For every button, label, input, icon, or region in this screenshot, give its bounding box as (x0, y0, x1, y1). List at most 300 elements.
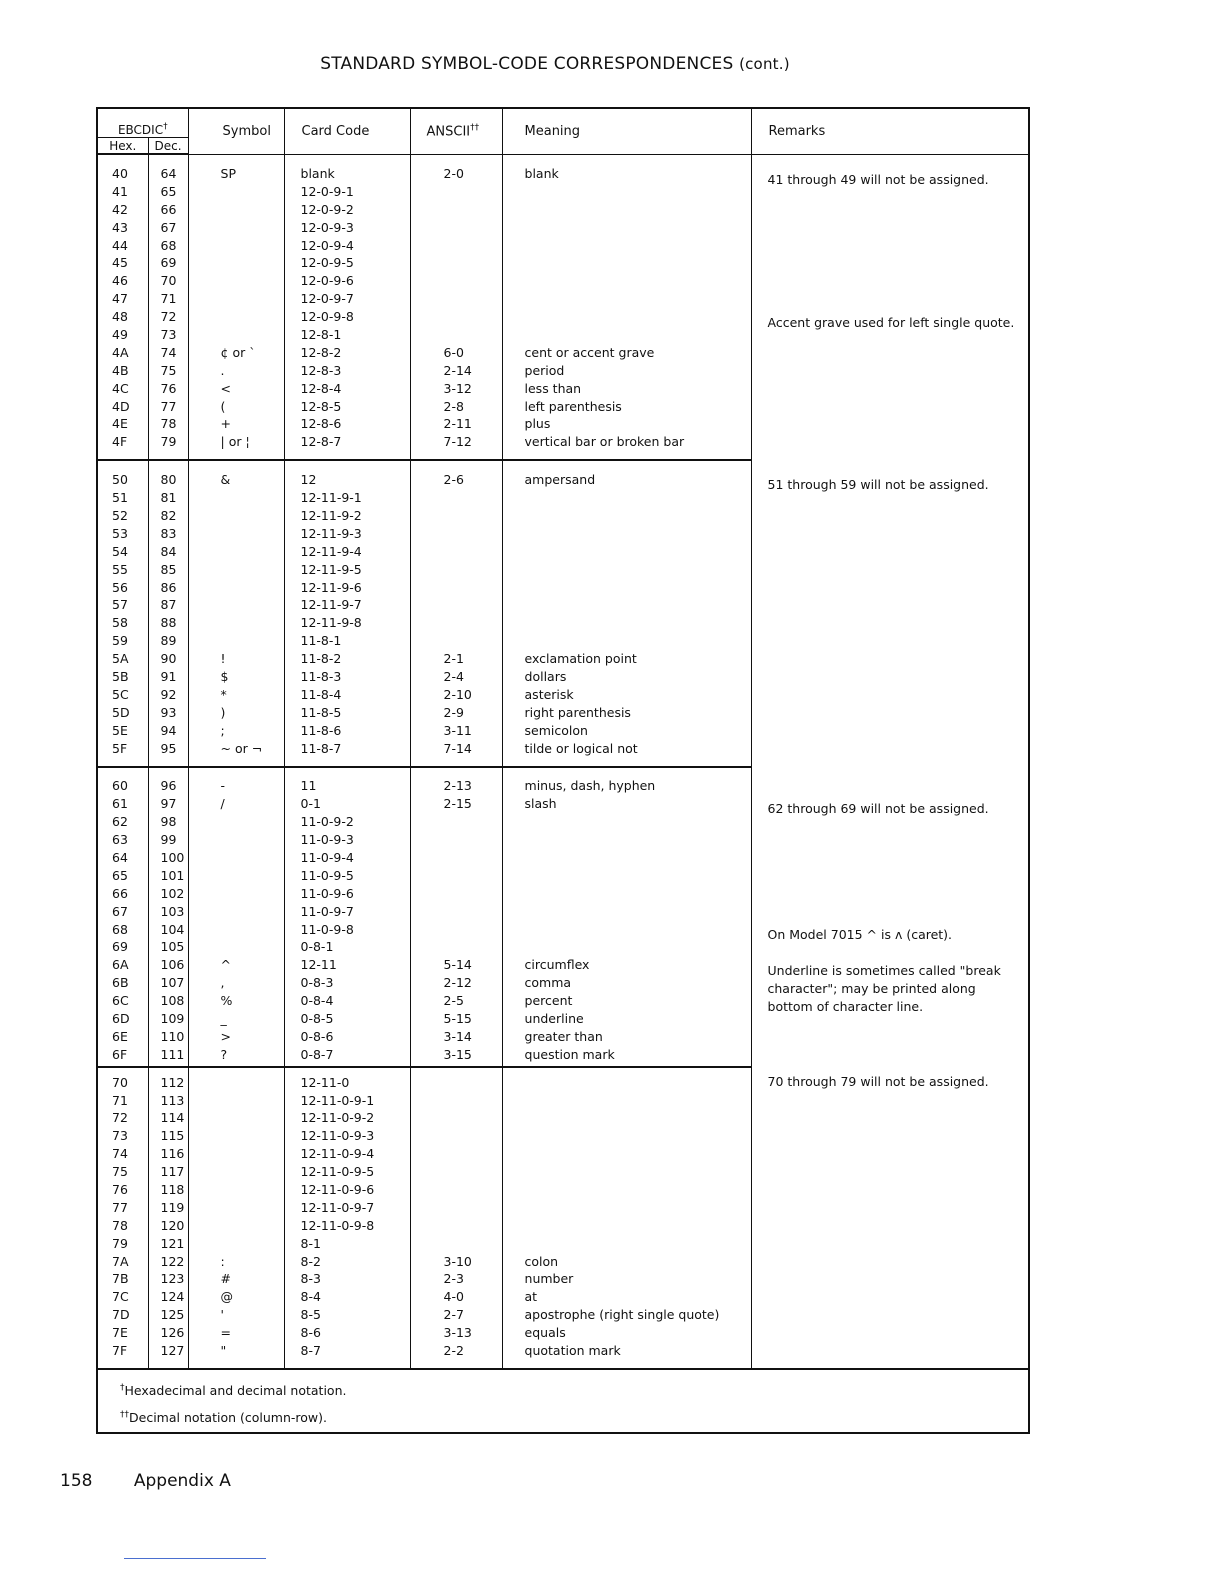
meaning-cell: percent (502, 992, 751, 1010)
symbol-cell (188, 903, 284, 921)
remark-text: Underline is sometimes called "break character"; may be printed along bottom of character line. (767, 962, 1001, 1014)
card-code-cell: 12-8-2 (284, 344, 410, 362)
card-code-cell: 11 (284, 767, 410, 796)
page-number: 158 (60, 1471, 93, 1491)
symbol-cell (188, 272, 284, 290)
ansci-cell (410, 1163, 502, 1181)
dec-cell: 96 (148, 767, 188, 796)
card-code-cell: 12-8-4 (284, 380, 410, 398)
hex-cell: 46 (97, 272, 148, 290)
meaning-cell: exclamation point (502, 650, 751, 668)
symbol-cell (188, 596, 284, 614)
hex-cell: 43 (97, 219, 148, 237)
hex-cell: 7B (97, 1271, 148, 1289)
meaning-cell: vertical bar or broken bar (502, 433, 751, 460)
hex-cell: 60 (97, 767, 148, 796)
header-ebcdic: EBCDIC† (97, 108, 188, 138)
page-footer (60, 1471, 231, 1491)
card-code-cell: 12-8-3 (284, 362, 410, 380)
symbol-cell (188, 939, 284, 957)
ansci-cell: 7-14 (410, 740, 502, 767)
hex-cell: 7A (97, 1253, 148, 1271)
hex-cell: 7C (97, 1288, 148, 1306)
symbol-cell (188, 1163, 284, 1181)
dec-cell: 102 (148, 885, 188, 903)
hex-cell: 75 (97, 1163, 148, 1181)
symbol-cell: - (188, 767, 284, 796)
symbol-cell (188, 831, 284, 849)
card-code-cell: 0-8-4 (284, 992, 410, 1010)
meaning-cell: number (502, 1271, 751, 1289)
dec-cell: 112 (148, 1067, 188, 1092)
meaning-cell: plus (502, 415, 751, 433)
symbol-cell (188, 525, 284, 543)
dec-cell: 74 (148, 344, 188, 362)
card-code-cell: 12-11-0-9-1 (284, 1092, 410, 1110)
meaning-cell: minus, dash, hyphen (502, 767, 751, 796)
hex-cell: 62 (97, 813, 148, 831)
symbol-cell (188, 290, 284, 308)
symbol-cell (188, 507, 284, 525)
footnote-2: ††Decimal notation (column-row). (120, 1410, 327, 1426)
ansci-cell (410, 525, 502, 543)
symbol-cell: = (188, 1324, 284, 1342)
dec-cell: 72 (148, 308, 188, 326)
meaning-cell (502, 579, 751, 597)
hex-cell: 55 (97, 561, 148, 579)
ansci-cell: 2-1 (410, 650, 502, 668)
meaning-cell (502, 1199, 751, 1217)
hex-cell: 56 (97, 579, 148, 597)
card-code-cell: 12-8-5 (284, 398, 410, 416)
meaning-cell (502, 921, 751, 939)
symbol-cell: " (188, 1342, 284, 1369)
remarks-cell (751, 154, 1029, 460)
remark-text: 51 through 59 will not be assigned. (767, 477, 989, 493)
symbol-cell: ; (188, 722, 284, 740)
meaning-cell: ampersand (502, 460, 751, 489)
table-row (97, 460, 1029, 489)
symbol-cell (188, 1181, 284, 1199)
meaning-cell: dollars (502, 668, 751, 686)
dec-cell: 121 (148, 1235, 188, 1253)
hex-cell: 50 (97, 460, 148, 489)
card-code-cell: 12 (284, 460, 410, 489)
hex-cell: 6B (97, 974, 148, 992)
ansci-cell (410, 632, 502, 650)
ansci-cell (410, 885, 502, 903)
meaning-cell (502, 867, 751, 885)
meaning-cell (502, 219, 751, 237)
meaning-cell: left parenthesis (502, 398, 751, 416)
hex-cell: 5A (97, 650, 148, 668)
symbol-cell (188, 1067, 284, 1092)
symbol-cell: @ (188, 1288, 284, 1306)
card-code-cell: 12-0-9-2 (284, 201, 410, 219)
dec-cell: 80 (148, 460, 188, 489)
hex-cell: 4E (97, 415, 148, 433)
dec-cell: 109 (148, 1010, 188, 1028)
card-code-cell: 12-11-9-6 (284, 579, 410, 597)
meaning-cell: comma (502, 974, 751, 992)
card-code-cell: 8-5 (284, 1306, 410, 1324)
symbol-cell: . (188, 362, 284, 380)
card-code-cell: 12-8-7 (284, 433, 410, 460)
ansci-cell (410, 507, 502, 525)
hex-cell: 53 (97, 525, 148, 543)
header-symbol: Symbol (188, 108, 284, 154)
dec-cell: 90 (148, 650, 188, 668)
ansci-cell (410, 867, 502, 885)
meaning-cell (502, 201, 751, 219)
ansci-cell: 6-0 (410, 344, 502, 362)
symbol-code-table (96, 107, 1030, 1434)
symbol-cell (188, 1145, 284, 1163)
card-code-cell: 11-8-4 (284, 686, 410, 704)
remark-text: Accent grave used for left single quote. (767, 314, 1015, 330)
card-code-cell: 12-11-9-2 (284, 507, 410, 525)
symbol-cell: * (188, 686, 284, 704)
dec-cell: 114 (148, 1110, 188, 1128)
dec-cell: 111 (148, 1046, 188, 1067)
dec-cell: 97 (148, 795, 188, 813)
meaning-cell: at (502, 1288, 751, 1306)
ansci-cell: 2-14 (410, 362, 502, 380)
card-code-cell: 0-8-6 (284, 1028, 410, 1046)
card-code-cell: 12-0-9-6 (284, 272, 410, 290)
dec-cell: 98 (148, 813, 188, 831)
card-code-cell: blank (284, 154, 410, 183)
hex-cell: 6C (97, 992, 148, 1010)
title-cont: (cont.) (739, 55, 790, 73)
hex-cell: 73 (97, 1127, 148, 1145)
card-code-cell: 12-11-0 (284, 1067, 410, 1092)
ansci-cell (410, 543, 502, 561)
ansci-cell (410, 614, 502, 632)
meaning-cell (502, 1181, 751, 1199)
meaning-cell: quotation mark (502, 1342, 751, 1369)
remarks-cell (751, 460, 1029, 766)
header-hex: Hex. (97, 138, 148, 155)
dec-cell: 65 (148, 183, 188, 201)
ansci-cell: 2-9 (410, 704, 502, 722)
meaning-cell: tilde or logical not (502, 740, 751, 767)
symbol-cell: ) (188, 704, 284, 722)
dec-cell: 73 (148, 326, 188, 344)
card-code-cell: 12-11-0-9-8 (284, 1217, 410, 1235)
hex-cell: 7E (97, 1324, 148, 1342)
meaning-cell (502, 1163, 751, 1181)
meaning-cell (502, 183, 751, 201)
dec-cell: 70 (148, 272, 188, 290)
symbol-cell (188, 308, 284, 326)
dec-cell: 68 (148, 237, 188, 255)
meaning-cell (502, 254, 751, 272)
ansci-cell: 2-15 (410, 795, 502, 813)
dec-cell: 124 (148, 1288, 188, 1306)
ansci-cell (410, 903, 502, 921)
meaning-cell (502, 1110, 751, 1128)
meaning-cell (502, 885, 751, 903)
remark-text: On Model 7015 ^ is ʌ (caret). (767, 926, 953, 942)
hex-cell: 72 (97, 1110, 148, 1128)
remark-text: 70 through 79 will not be assigned. (767, 1073, 989, 1089)
footnote-1: †Hexadecimal and decimal notation. (120, 1383, 347, 1399)
ansci-cell: 2-4 (410, 668, 502, 686)
meaning-cell (502, 561, 751, 579)
symbol-cell (188, 1235, 284, 1253)
meaning-cell: period (502, 362, 751, 380)
meaning-cell (502, 272, 751, 290)
dec-cell: 91 (148, 668, 188, 686)
ansci-cell (410, 579, 502, 597)
dec-cell: 120 (148, 1217, 188, 1235)
symbol-cell: | or ¦ (188, 433, 284, 460)
symbol-cell (188, 813, 284, 831)
ansci-cell: 5-15 (410, 1010, 502, 1028)
card-code-cell: 11-0-9-5 (284, 867, 410, 885)
ansci-cell: 2-13 (410, 767, 502, 796)
ansci-cell (410, 290, 502, 308)
meaning-cell (502, 1145, 751, 1163)
card-code-cell: 12-11-9-3 (284, 525, 410, 543)
dec-cell: 71 (148, 290, 188, 308)
meaning-cell (502, 849, 751, 867)
card-code-cell: 12-0-9-5 (284, 254, 410, 272)
hex-cell: 6F (97, 1046, 148, 1067)
symbol-cell (188, 183, 284, 201)
hex-cell: 49 (97, 326, 148, 344)
meaning-cell (502, 326, 751, 344)
hex-cell: 74 (97, 1145, 148, 1163)
table-row (97, 154, 1029, 183)
meaning-cell: slash (502, 795, 751, 813)
hex-cell: 5D (97, 704, 148, 722)
symbol-cell (188, 632, 284, 650)
meaning-cell (502, 813, 751, 831)
header-ansci: ANSCII†† (410, 108, 502, 154)
hex-cell: 5B (97, 668, 148, 686)
header-meaning: Meaning (502, 108, 751, 154)
meaning-cell (502, 507, 751, 525)
symbol-cell (188, 921, 284, 939)
remark-text: 41 through 49 will not be assigned. (767, 171, 989, 187)
symbol-cell (188, 885, 284, 903)
dec-cell: 100 (148, 849, 188, 867)
dec-cell: 95 (148, 740, 188, 767)
dec-cell: 113 (148, 1092, 188, 1110)
ansci-cell: 5-14 (410, 956, 502, 974)
symbol-cell: , (188, 974, 284, 992)
dec-cell: 119 (148, 1199, 188, 1217)
meaning-cell: apostrophe (right single quote) (502, 1306, 751, 1324)
symbol-cell: + (188, 415, 284, 433)
ansci-cell: 3-12 (410, 380, 502, 398)
symbol-cell (188, 614, 284, 632)
dec-cell: 99 (148, 831, 188, 849)
meaning-cell (502, 1235, 751, 1253)
card-code-cell: 12-0-9-4 (284, 237, 410, 255)
meaning-cell (502, 1217, 751, 1235)
symbol-cell (188, 201, 284, 219)
card-code-cell: 12-11-0-9-4 (284, 1145, 410, 1163)
symbol-cell (188, 867, 284, 885)
ansci-cell (410, 201, 502, 219)
symbol-cell: % (188, 992, 284, 1010)
ansci-cell (410, 1181, 502, 1199)
dec-cell: 117 (148, 1163, 188, 1181)
ansci-cell: 2-8 (410, 398, 502, 416)
ansci-cell (410, 272, 502, 290)
card-code-cell: 12-11-9-5 (284, 561, 410, 579)
symbol-cell (188, 326, 284, 344)
hex-cell: 4B (97, 362, 148, 380)
dec-cell: 87 (148, 596, 188, 614)
card-code-cell: 12-11-9-8 (284, 614, 410, 632)
dec-cell: 67 (148, 219, 188, 237)
hex-cell: 40 (97, 154, 148, 183)
remarks-cell (751, 767, 1029, 1067)
ansci-cell: 7-12 (410, 433, 502, 460)
ansci-cell (410, 849, 502, 867)
card-code-cell: 0-8-5 (284, 1010, 410, 1028)
meaning-cell (502, 308, 751, 326)
table-row (97, 767, 1029, 796)
ansci-cell: 2-2 (410, 1342, 502, 1369)
meaning-cell (502, 903, 751, 921)
hex-cell: 5C (97, 686, 148, 704)
meaning-cell: cent or accent grave (502, 344, 751, 362)
dec-cell: 103 (148, 903, 188, 921)
symbol-cell (188, 849, 284, 867)
ansci-cell: 2-0 (410, 154, 502, 183)
meaning-cell (502, 939, 751, 957)
hex-cell: 69 (97, 939, 148, 957)
dec-cell: 86 (148, 579, 188, 597)
card-code-cell: 0-8-1 (284, 939, 410, 957)
header-dec: Dec. (148, 138, 188, 155)
symbol-cell: ? (188, 1046, 284, 1067)
card-code-cell: 8-3 (284, 1271, 410, 1289)
dec-cell: 78 (148, 415, 188, 433)
header-remarks: Remarks (751, 108, 1029, 154)
hex-cell: 76 (97, 1181, 148, 1199)
hex-cell: 68 (97, 921, 148, 939)
symbol-cell (188, 237, 284, 255)
hex-cell: 4A (97, 344, 148, 362)
card-code-cell: 12-11-9-4 (284, 543, 410, 561)
hex-cell: 6D (97, 1010, 148, 1028)
dec-cell: 76 (148, 380, 188, 398)
symbol-cell: ^ (188, 956, 284, 974)
card-code-cell: 12-11-9-1 (284, 489, 410, 507)
ansci-cell (410, 1067, 502, 1092)
ansci-cell (410, 254, 502, 272)
meaning-cell (502, 614, 751, 632)
ansci-cell: 3-13 (410, 1324, 502, 1342)
hex-cell: 58 (97, 614, 148, 632)
dec-cell: 125 (148, 1306, 188, 1324)
ansci-cell (410, 561, 502, 579)
hex-cell: 59 (97, 632, 148, 650)
meaning-cell (502, 831, 751, 849)
ansci-cell (410, 219, 502, 237)
dec-cell: 66 (148, 201, 188, 219)
card-code-cell: 11-8-2 (284, 650, 410, 668)
symbol-cell: : (188, 1253, 284, 1271)
card-code-cell: 11-8-1 (284, 632, 410, 650)
title-text: STANDARD SYMBOL-CODE CORRESPONDENCES (320, 54, 734, 74)
hex-cell: 52 (97, 507, 148, 525)
ansci-cell (410, 1199, 502, 1217)
table-body (97, 154, 1029, 1369)
footer-rule (124, 1558, 266, 1559)
dec-cell: 106 (148, 956, 188, 974)
meaning-cell: colon (502, 1253, 751, 1271)
card-code-cell: 0-1 (284, 795, 410, 813)
ansci-cell (410, 183, 502, 201)
card-code-cell: 11-0-9-7 (284, 903, 410, 921)
card-code-cell: 12-11-9-7 (284, 596, 410, 614)
card-code-cell: 11-0-9-4 (284, 849, 410, 867)
dec-cell: 77 (148, 398, 188, 416)
ansci-cell (410, 1127, 502, 1145)
ansci-cell (410, 939, 502, 957)
card-code-cell: 12-0-9-1 (284, 183, 410, 201)
card-code-cell: 8-6 (284, 1324, 410, 1342)
symbol-cell (188, 1199, 284, 1217)
ansci-cell: 4-0 (410, 1288, 502, 1306)
symbol-cell: $ (188, 668, 284, 686)
ansci-cell: 3-14 (410, 1028, 502, 1046)
symbol-cell (188, 219, 284, 237)
card-code-cell: 0-8-7 (284, 1046, 410, 1067)
ansci-cell: 3-15 (410, 1046, 502, 1067)
card-code-cell: 12-8-1 (284, 326, 410, 344)
dec-cell: 101 (148, 867, 188, 885)
hex-cell: 5F (97, 740, 148, 767)
dec-cell: 69 (148, 254, 188, 272)
dec-cell: 88 (148, 614, 188, 632)
card-code-cell: 11-0-9-8 (284, 921, 410, 939)
hex-cell: 41 (97, 183, 148, 201)
hex-cell: 6E (97, 1028, 148, 1046)
dec-cell: 104 (148, 921, 188, 939)
hex-cell: 5E (97, 722, 148, 740)
ansci-cell: 2-10 (410, 686, 502, 704)
dec-cell: 127 (148, 1342, 188, 1369)
hex-cell: 4C (97, 380, 148, 398)
card-code-cell: 11-8-7 (284, 740, 410, 767)
card-code-cell: 11-8-3 (284, 668, 410, 686)
meaning-cell (502, 1067, 751, 1092)
symbol-cell: ! (188, 650, 284, 668)
hex-cell: 51 (97, 489, 148, 507)
ansci-cell: 2-11 (410, 415, 502, 433)
meaning-cell (502, 1127, 751, 1145)
meaning-cell (502, 237, 751, 255)
meaning-cell: equals (502, 1324, 751, 1342)
symbol-cell (188, 1110, 284, 1128)
symbol-cell: & (188, 460, 284, 489)
ansci-cell: 2-12 (410, 974, 502, 992)
hex-cell: 7F (97, 1342, 148, 1369)
symbol-cell (188, 561, 284, 579)
symbol-cell: < (188, 380, 284, 398)
meaning-cell (502, 525, 751, 543)
ansci-cell (410, 921, 502, 939)
symbol-cell: ~ or ¬ (188, 740, 284, 767)
